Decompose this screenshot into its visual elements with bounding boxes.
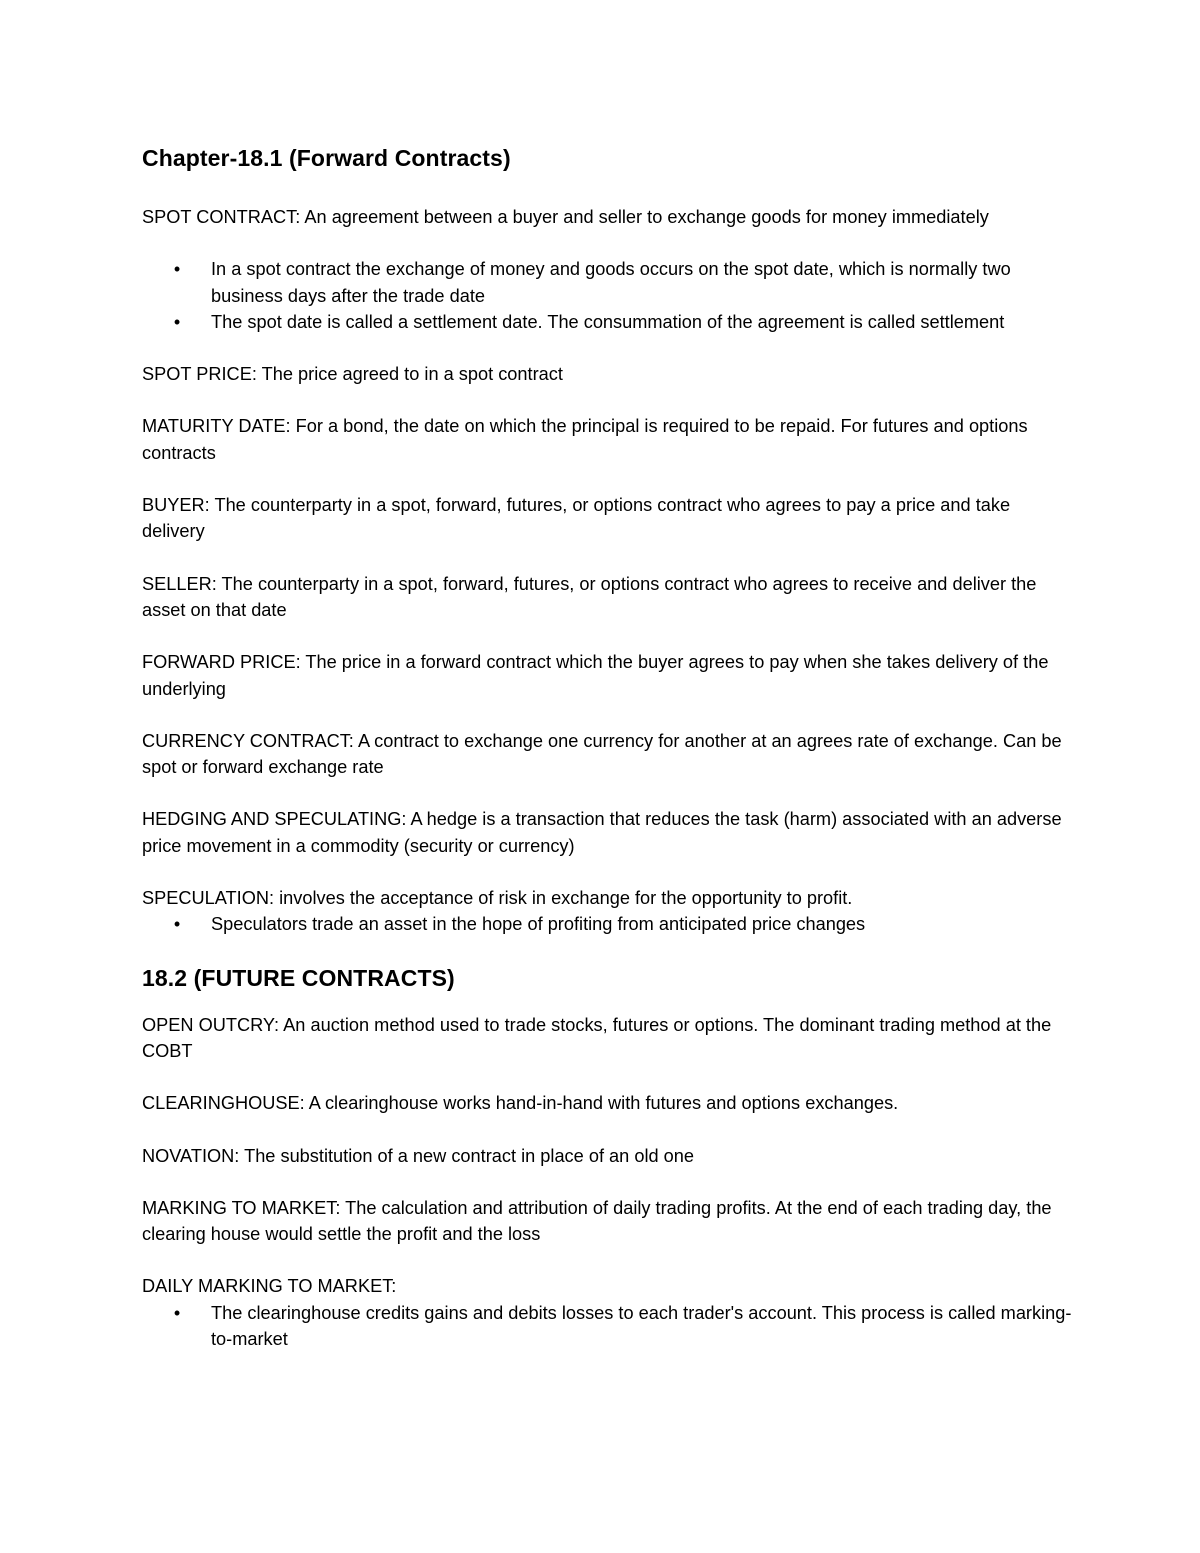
spot-contract-bullets bbox=[142, 256, 1072, 335]
term-label: SELLER: bbox=[142, 573, 217, 594]
definition-novation bbox=[142, 1143, 1072, 1169]
term-label: BUYER: bbox=[142, 495, 210, 516]
term-definition: involves the acceptance of risk in exchange for the opportunity to profit. bbox=[279, 888, 853, 909]
term-definition: The counterparty in a spot, forward, futures, or options contract who agrees to pay a price and take delivery bbox=[142, 495, 1011, 542]
document-page bbox=[142, 138, 1072, 1352]
definition-speculation bbox=[142, 885, 1072, 911]
term-definition: The calculation and attribution of daily trading profits. At the end of each trading day, the clearing house would settle the profit and the loss bbox=[142, 1197, 1052, 1245]
term-label: SPOT PRICE: bbox=[142, 364, 257, 385]
term-label: OPEN OUTCRY: bbox=[142, 1014, 280, 1035]
term-label: CURRENCY CONTRACT: bbox=[142, 730, 354, 751]
term-definition: For a bond, the date on which the principal is required to be repaid. For futures and options contracts bbox=[142, 416, 1028, 463]
list-item: • The spot date is called a settlement date. The consummation of the agreement is called settlement bbox=[142, 309, 1072, 335]
term-label: FORWARD PRICE: bbox=[142, 652, 301, 673]
list-item: • Speculators trade an asset in the hope of profiting from anticipated price changes bbox=[142, 911, 1072, 937]
list-item: • The clearinghouse credits gains and debits losses to each trader's account. This process is called marking-to-market bbox=[142, 1300, 1072, 1353]
term-label: CLEARINGHOUSE: bbox=[142, 1093, 305, 1114]
list-item: • In a spot contract the exchange of money and goods occurs on the spot date, which is normally two business days after the trade date bbox=[142, 256, 1072, 309]
bullet-icon: • bbox=[173, 259, 181, 280]
term-label: SPECULATION: bbox=[142, 888, 275, 909]
definition-hedging bbox=[142, 806, 1072, 859]
term-definition: An auction method used to trade stocks, futures or options. The dominant trading method at the COBT bbox=[142, 1014, 1052, 1061]
definition-spot-price bbox=[142, 361, 1072, 387]
term-definition: The price in a forward contract which the buyer agrees to pay when she takes delivery of the underlying bbox=[142, 652, 1049, 699]
bullet-icon: • bbox=[173, 914, 181, 935]
term-definition: An agreement between a buyer and seller to exchange goods for money immediately bbox=[304, 207, 989, 227]
term-definition: A clearinghouse works hand-in-hand with futures and options exchanges. bbox=[308, 1093, 899, 1114]
definition-clearinghouse bbox=[142, 1090, 1072, 1116]
term-definition: The substitution of a new contract in place of an old one bbox=[244, 1145, 694, 1166]
definition-daily-marking bbox=[142, 1273, 1072, 1299]
daily-marking-bullets bbox=[142, 1300, 1072, 1353]
term-label: MATURITY DATE: bbox=[142, 416, 291, 437]
term-definition: The price agreed to in a spot contract bbox=[261, 364, 563, 385]
term-label: HEDGING AND SPECULATING: bbox=[142, 809, 407, 830]
bullet-icon: • bbox=[173, 1302, 181, 1323]
term-definition: The counterparty in a spot, forward, futures, or options contract who agrees to receive and deliver the asset on that date bbox=[142, 573, 1037, 620]
definition-currency-contract bbox=[142, 728, 1072, 781]
term-label: NOVATION: bbox=[142, 1145, 240, 1166]
section-title: 18.2 (FUTURE CONTRACTS) bbox=[142, 964, 455, 991]
definition-seller bbox=[142, 571, 1072, 624]
chapter-title: Chapter-18.1 (Forward Contracts) bbox=[142, 145, 511, 171]
definition-marking-to-market bbox=[142, 1195, 1072, 1248]
term-definition: A hedge is a transaction that reduces the task (harm) associated with an adverse price movement in a commodity (security or currency) bbox=[142, 809, 1062, 856]
term-label: MARKING TO MARKET: bbox=[142, 1197, 341, 1218]
definition-maturity-date bbox=[142, 413, 1072, 466]
definition-spot-contract bbox=[142, 204, 1072, 230]
definition-open-outcry bbox=[142, 1012, 1072, 1065]
definition-buyer bbox=[142, 492, 1072, 545]
term-definition: A contract to exchange one currency for another at an agrees rate of exchange. Can be spot or forward exchange rate bbox=[142, 730, 1062, 778]
definition-forward-price bbox=[142, 649, 1072, 702]
bullet-icon: • bbox=[173, 311, 181, 332]
speculation-bullets bbox=[142, 911, 1072, 937]
term-label: DAILY MARKING TO MARKET: bbox=[142, 1276, 397, 1297]
term-label: SPOT CONTRACT: bbox=[142, 207, 301, 227]
